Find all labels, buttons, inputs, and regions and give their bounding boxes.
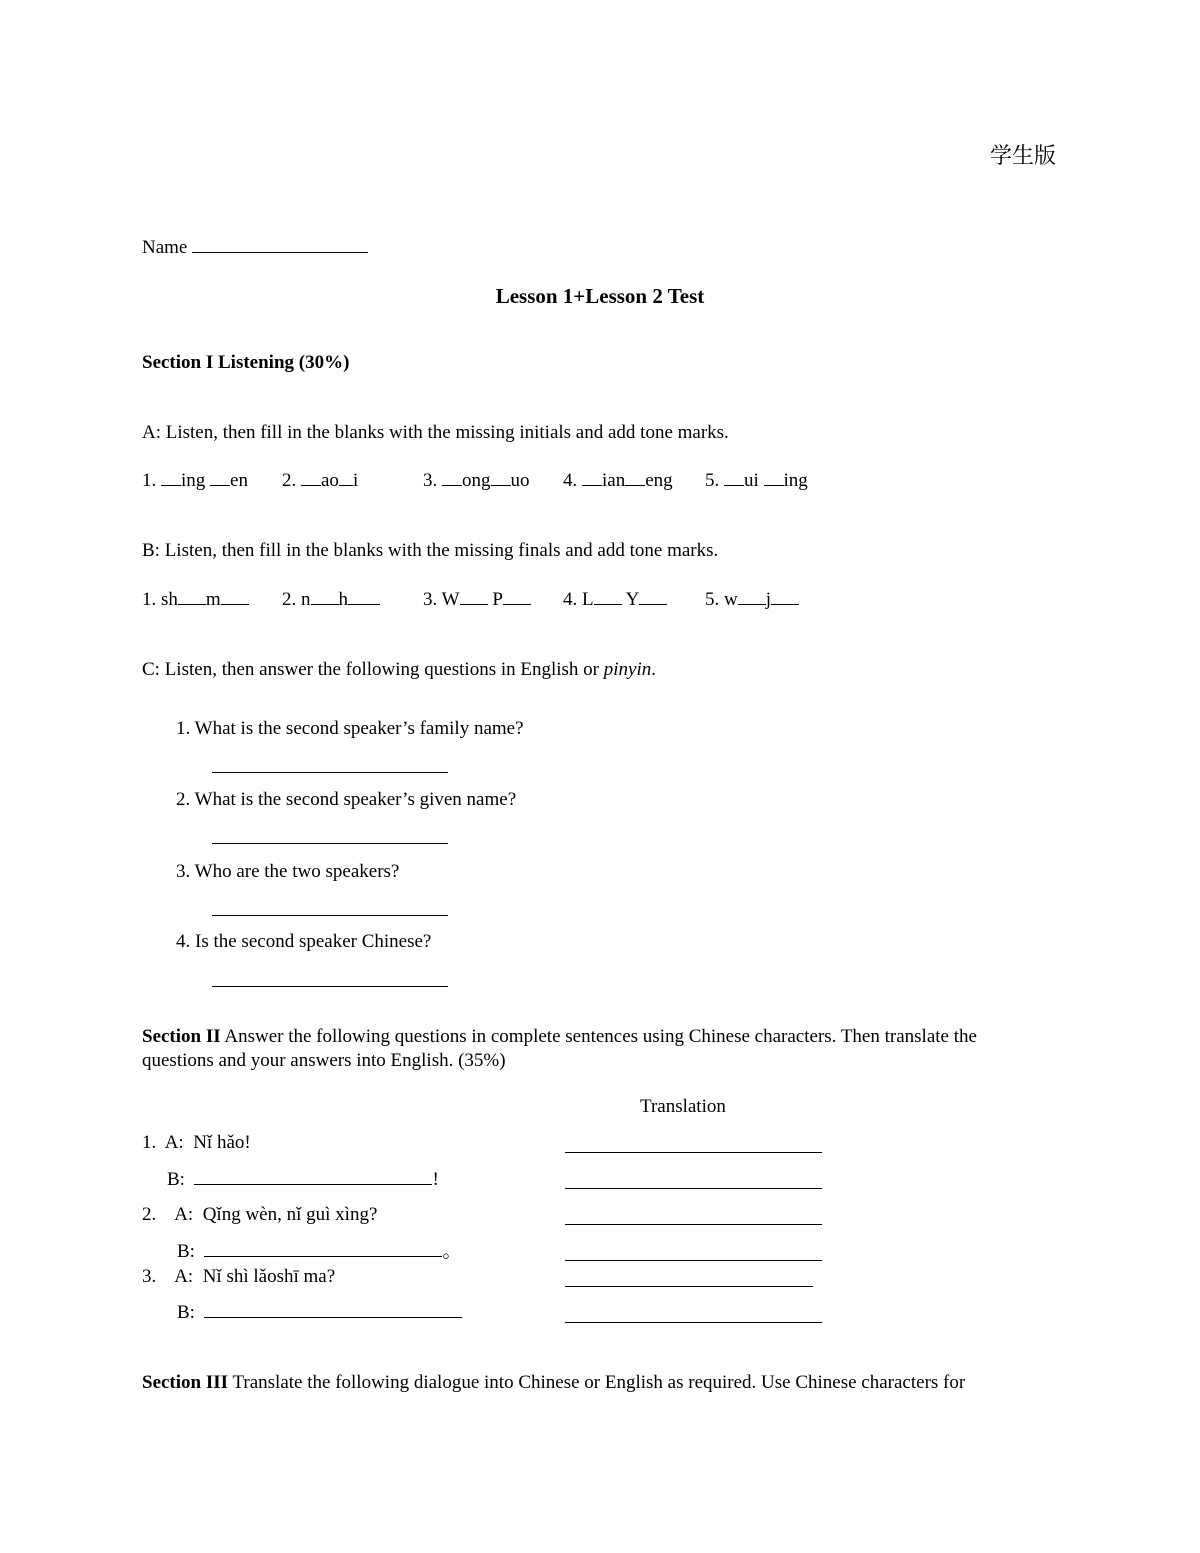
translation-line-2a[interactable] bbox=[565, 1224, 822, 1225]
section2-item-3-a: 3. A: Nǐ shì lǎoshī ma? bbox=[142, 1266, 336, 1287]
partC-answer-line-2[interactable] bbox=[212, 843, 448, 844]
section2-item-1-b: B: ! bbox=[167, 1169, 439, 1190]
section3-instruction: Section III Translate the following dialogue into Chinese or English as required. Use Chinese characters for bbox=[142, 1372, 966, 1393]
partC-question-1: 1. What is the second speaker’s family name? bbox=[176, 718, 524, 739]
translation-line-3b[interactable] bbox=[565, 1322, 822, 1323]
translation-line-1a[interactable] bbox=[565, 1152, 822, 1153]
partA-item-1: 1. ing en bbox=[142, 470, 248, 491]
partA-item-2: 2. ao i bbox=[282, 470, 359, 491]
partA-item-3: 3. ong uo bbox=[423, 470, 530, 491]
partB-instruction: B: Listen, then fill in the blanks with the missing finals and add tone marks. bbox=[142, 540, 719, 561]
edition-label: 学生版 bbox=[990, 144, 1057, 169]
partA-item-5: 5. ui ing bbox=[705, 470, 808, 491]
translation-header: Translation bbox=[640, 1096, 726, 1117]
partB-item-1: 1. sh m bbox=[142, 590, 249, 609]
partC-answer-line-4[interactable] bbox=[212, 986, 448, 987]
partC-question-4: 4. Is the second speaker Chinese? bbox=[176, 931, 432, 952]
section2-item-2-a: 2. A: Qǐng wèn, nǐ guì xìng? bbox=[142, 1204, 378, 1225]
partC-answer-line-3[interactable] bbox=[212, 915, 448, 916]
section2-item-2-b: B: 。 bbox=[177, 1241, 462, 1262]
section2-heading: Section II bbox=[142, 1026, 221, 1047]
section2-instruction-line1: Section II Answer the following questions in complete sentences using Chinese characters. Then translate the bbox=[142, 1026, 977, 1047]
partC-question-2: 2. What is the second speaker’s given name? bbox=[176, 789, 517, 810]
section2-item-3-b: B: bbox=[177, 1303, 462, 1322]
partA-item-4: 4. ian eng bbox=[563, 470, 673, 491]
partC-instruction: C: Listen, then answer the following questions in English or pinyin. bbox=[142, 659, 657, 680]
section2-instruction-line2: questions and your answers into English. (35%) bbox=[142, 1050, 506, 1071]
partB-item-4: 4. L Y bbox=[563, 590, 667, 609]
section1-heading: Section I Listening (30%) bbox=[142, 352, 350, 373]
name-row bbox=[142, 238, 368, 257]
partB-item-3: 3. W P bbox=[423, 590, 531, 609]
name-label: Name bbox=[142, 237, 188, 258]
translation-line-1b[interactable] bbox=[565, 1188, 822, 1189]
translation-line-3a[interactable] bbox=[565, 1286, 813, 1287]
name-blank[interactable] bbox=[192, 251, 368, 253]
section2-item-1-a: 1. A: Nǐ hǎo! bbox=[142, 1132, 251, 1153]
test-title: Lesson 1+Lesson 2 Test bbox=[495, 284, 705, 308]
partB-item-5: 5. w j bbox=[705, 590, 799, 609]
partA-instruction: A: Listen, then fill in the blanks with the missing initials and add tone marks. bbox=[142, 422, 729, 443]
partC-question-3: 3. Who are the two speakers? bbox=[176, 861, 400, 882]
partC-answer-line-1[interactable] bbox=[212, 772, 448, 773]
partB-item-2: 2. n h bbox=[282, 590, 380, 609]
section3-heading: Section III bbox=[142, 1372, 229, 1393]
translation-line-2b[interactable] bbox=[565, 1260, 822, 1261]
